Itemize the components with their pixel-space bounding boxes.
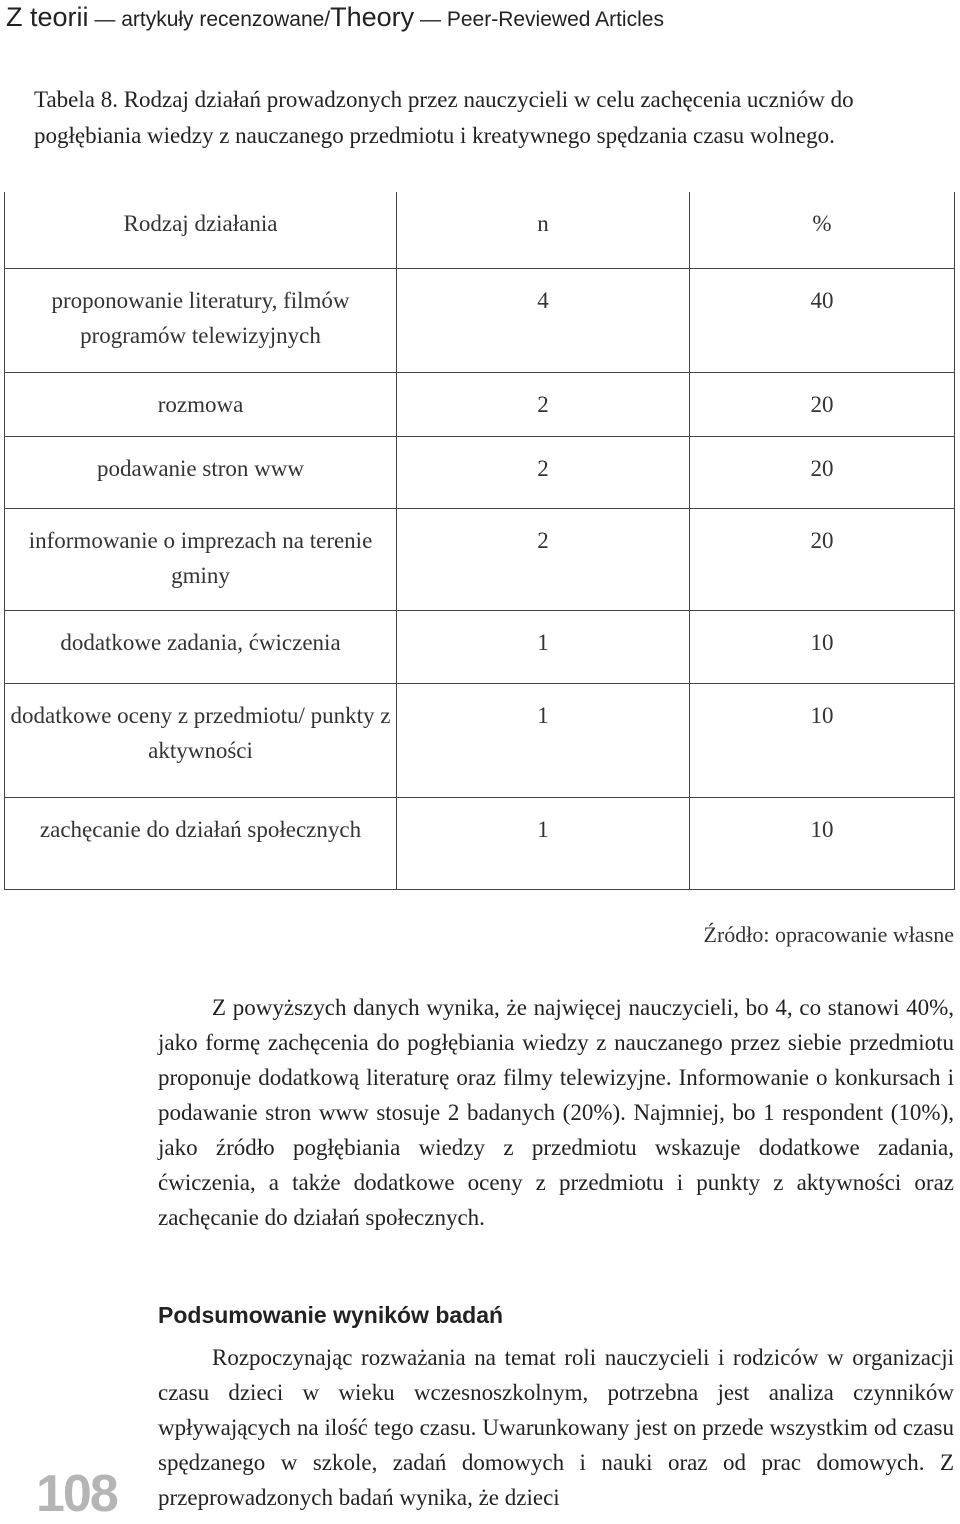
percent-cell: 20 — [690, 509, 955, 611]
table-row — [5, 611, 955, 684]
body-paragraph-summary: Rozpoczynając rozważania na temat roli nauczycieli i rodziców w organizacji czasu dzieci w wieku wczesnoszkolnym, potrzebna jest analiza czynników wpływających na ilość tego czasu. Uwarunkowany jest on przede wszystkim od czasu spędzanego w szkole, zadań domowych i nauki oraz od prac domowych. Z przeprowadzonych badań wynika, że dzieci — [158, 1345, 954, 1510]
header-english-title: Theory — [330, 2, 415, 32]
activity-cell: informowanie o imprezach na terenie gminy — [5, 509, 397, 611]
running-header — [6, 2, 664, 33]
section-heading: Podsumowanie wyników badań — [158, 1302, 504, 1328]
activity-cell: rozmowa — [5, 373, 397, 437]
activity-cell: dodatkowe zadania, ćwiczenia — [5, 611, 397, 684]
count-cell: 1 — [397, 684, 690, 798]
activities-table — [4, 192, 955, 890]
activity-cell: proponowanie literatury, filmów programów telewizyjnych — [5, 269, 397, 373]
percent-cell: 10 — [690, 684, 955, 798]
column-header-activity: Rodzaj działania — [5, 192, 397, 269]
count-cell: 4 — [397, 269, 690, 373]
count-cell: 1 — [397, 611, 690, 684]
activity-cell: zachęcanie do działań społecznych — [5, 798, 397, 890]
table-row — [5, 684, 955, 798]
table-header-row — [5, 192, 955, 269]
table-caption: Tabela 8. Rodzaj działań prowadzonych przez nauczycieli w celu zachęcenia uczniów do pogłębiania wiedzy z nauczanego przedmiotu i kreatywnego spędzania czasu wolnego. — [34, 87, 854, 148]
percent-cell: 20 — [690, 373, 955, 437]
table-source-note: Źródło: opracowanie własne — [703, 922, 954, 947]
activity-cell: podawanie stron www — [5, 437, 397, 509]
count-cell: 2 — [397, 373, 690, 437]
percent-cell: 40 — [690, 269, 955, 373]
body-paragraph-analysis: Z powyższych danych wynika, że najwięcej nauczycieli, bo 4, co stanowi 40%, jako formę zachęcenia do pogłębiania wiedzy z nauczanego przez siebie przedmiotu proponuje dodatkową literaturę oraz filmy telewizyjne. Informowanie o konkursach i podawanie stron www stosuje 2 badanych (20%). Najmniej, bo 1 respondent (10%), jako źródło pogłębiania wiedzy z przedmiotu wskazuje dodatkowe zadania, ćwiczenia, a także dodatkowe oceny z przedmiotu i punkty z aktywności oraz zachęcanie do działań społecznych. — [158, 995, 954, 1230]
header-polish-subtitle: — artykuły recenzowane/ — [88, 8, 331, 31]
count-cell: 2 — [397, 509, 690, 611]
percent-cell: 10 — [690, 611, 955, 684]
column-header-n: n — [397, 192, 690, 269]
percent-cell: 20 — [690, 437, 955, 509]
table-row — [5, 269, 955, 373]
page-number: 108 — [36, 1465, 117, 1523]
table-row — [5, 373, 955, 437]
header-polish-title: Z teorii — [6, 2, 89, 32]
activity-cell: dodatkowe oceny z przedmiotu/ punkty z aktywności — [5, 684, 397, 798]
table-row — [5, 798, 955, 890]
header-english-subtitle: — Peer-Reviewed Articles — [414, 8, 664, 31]
count-cell: 1 — [397, 798, 690, 890]
column-header-percent: % — [690, 192, 955, 269]
table-row — [5, 437, 955, 509]
percent-cell: 10 — [690, 798, 955, 890]
count-cell: 2 — [397, 437, 690, 509]
table-row — [5, 509, 955, 611]
